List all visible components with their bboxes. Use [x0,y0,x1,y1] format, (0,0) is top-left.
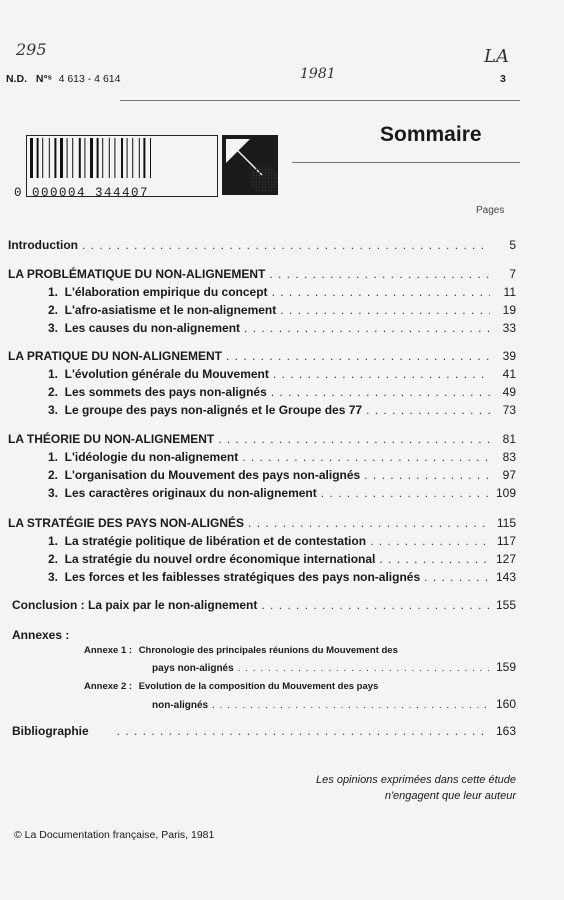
leader-dots [212,700,490,711]
bibliography-row [12,724,516,738]
toc-entry-title: 2. La stratégie du nouvel ordre économique international [48,552,376,566]
toc-row [48,570,516,584]
toc-entry-page: 11 [503,285,516,299]
pages-column-label: Pages [476,205,505,216]
toc-row [8,238,516,252]
leader-dots [238,663,490,674]
leader-dots [242,450,490,464]
toc-row [48,321,516,335]
toc-entry-page: 117 [496,534,516,548]
toc-entry-page: 143 [495,570,516,584]
toc-entry-page: 83 [502,450,516,464]
toc-row [8,267,516,281]
leader-dots [424,570,490,584]
toc-entry-title: 3. Le groupe des pays non-alignés et le Groupe des 77 [48,403,363,417]
toc-row [48,450,516,464]
annex-2-prefix: Annexe 2 : [84,681,133,692]
toc-row [48,285,516,299]
annex-1-line-1 [84,645,398,656]
toc-entry-page: 7 [509,267,516,281]
toc-entry-title: LA THÉORIE DU NON-ALIGNEMENT [8,432,215,446]
disclaimer-line-1: Les opinions exprimées dans cette étude [316,774,516,786]
leader-dots [280,303,490,317]
toc-entry-page: 115 [496,516,516,530]
toc-entry-page: 81 [502,432,516,446]
publisher-logo-icon [222,135,278,195]
annex-1-page: 159 [495,660,516,674]
handwritten-year: 1981 [300,66,336,82]
toc-row [48,552,516,566]
toc-row [48,367,516,381]
bibliography-title: Bibliographie [12,724,89,738]
toc-entry-page: 33 [502,321,516,335]
toc-entry-page: 127 [495,552,516,566]
annex-2-page: 160 [495,697,516,711]
annex-2-line-1 [84,681,378,692]
header-rule [120,100,520,101]
disclaimer-line-2: n'engagent que leur auteur [384,790,516,802]
annex-2-title-part-2: non-alignés [152,700,209,711]
toc-entry-title: 2. Les sommets des pays non-alignés [48,385,267,399]
leader-dots [218,432,490,446]
page-title: Sommaire [380,123,482,146]
leader-dots [364,468,490,482]
toc-entry-title: 2. L'afro-asiatisme et le non-alignement [48,303,277,317]
annex-1-line-2 [152,660,516,674]
toc-entry-page: 73 [502,403,516,417]
leader-dots [273,367,490,381]
toc-entry-page: 97 [502,468,516,482]
leader-dots [82,238,490,252]
toc-entry-page: 19 [502,303,516,317]
toc-row [48,403,516,417]
toc-entry-title: 1. L'évolution générale du Mouvement [48,367,269,381]
document-numbers: 4 613 - 4 614 [58,73,121,85]
toc-entry-title: Conclusion : La paix par le non-alignement [12,598,258,612]
leader-dots [366,403,490,417]
toc-entry-title: 3. Les caractères originaux du non-alignement [48,486,317,500]
leader-dots [226,349,490,363]
barcode-digits: 0 000004 344407 [14,186,150,200]
toc-entry-title: LA PRATIQUE DU NON-ALIGNEMENT [8,349,222,363]
toc-entry-title: 3. Les forces et les faiblesses stratégiques des pays non-alignés [48,570,421,584]
leader-dots [370,534,490,548]
toc-entry-page: 41 [502,367,516,381]
toc-row [48,385,516,399]
toc-row [8,432,516,446]
disclaimer-note [316,772,516,804]
leader-dots [379,552,490,566]
annex-1-title-part-1: Chronologie des principales réunions du Mouvement des [138,645,398,656]
leader-dots [261,598,490,612]
toc-entry-page: 49 [502,385,516,399]
toc-entry-title: 1. L'idéologie du non-alignement [48,450,239,464]
toc-entry-page: 155 [495,598,516,612]
toc-row [48,534,516,548]
leader-dots [117,724,490,738]
no-label: N°ˢ [35,73,52,85]
toc-entry-title: 1. La stratégie politique de libération et de contestation [48,534,367,548]
title-rule [292,162,520,163]
leader-dots [321,486,490,500]
leader-dots [244,321,490,335]
toc-entry-title: 2. L'organisation du Mouvement des pays non-alignés [48,468,361,482]
toc-entry-page: 5 [509,238,516,252]
toc-entry-title: Introduction [8,238,78,252]
handwritten-number: 295 [16,40,47,59]
toc-row [48,468,516,482]
leader-dots [272,285,490,299]
annex-2-title-part-1: Evolution de la composition du Mouvement des pays [138,681,379,692]
toc-entry-title: LA PROBLÉMATIQUE DU NON-ALIGNEMENT [8,267,266,281]
document-number [6,73,120,85]
annex-1-prefix: Annexe 1 : [84,645,133,656]
bibliography-page: 163 [495,724,516,738]
annex-2-line-2 [152,697,516,711]
handwritten-initials: LA [484,46,509,67]
toc-entry-title: 3. Les causes du non-alignement [48,321,241,335]
leader-dots [271,385,490,399]
copyright: © La Documentation française, Paris, 1981 [14,829,215,841]
toc-entry-page: 39 [502,349,516,363]
toc-entry-title: LA STRATÉGIE DES PAYS NON-ALIGNÉS [8,516,245,530]
annex-1-title-part-2: pays non-alignés [152,663,234,674]
toc-row [48,486,516,500]
toc-row [8,516,516,530]
leader-dots [269,267,490,281]
leader-dots [248,516,490,530]
toc-entry-title: 1. L'élaboration empirique du concept [48,285,268,299]
annexes-label: Annexes : [12,628,70,642]
toc-row [8,349,516,363]
nd-label: N.D. [6,73,27,85]
toc-row [12,598,516,612]
page-number: 3 [500,73,506,85]
toc-row [48,303,516,317]
toc-entry-page: 109 [495,486,516,500]
